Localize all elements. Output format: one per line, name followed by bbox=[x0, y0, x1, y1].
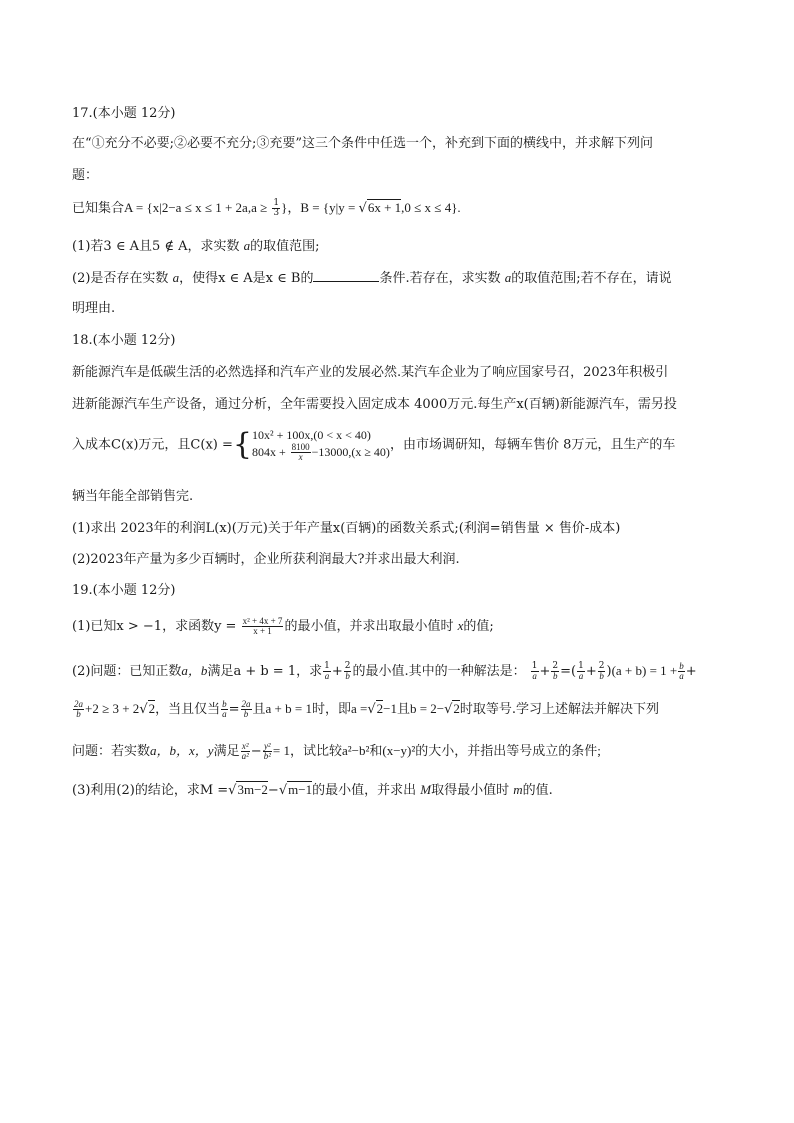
frac-x2-over-a2: $\frac{\text{x²}}{\text{a²}}$ bbox=[241, 741, 249, 761]
q19-part2-b: 满足a + b = 1，求 bbox=[207, 664, 323, 679]
q17-part1-text: (1)若3 ∈ A且5 ∉ A，求实数 bbox=[72, 239, 240, 254]
sqrt-2b: 2 bbox=[376, 701, 384, 716]
q19-part2-d: (a + b) = 1 + bbox=[611, 663, 678, 678]
q17-frac-den: 3 bbox=[273, 208, 280, 218]
q17-intro-line2: 题： bbox=[72, 168, 99, 183]
q18-case2-den: x bbox=[298, 452, 303, 462]
q19-part1-a: (1)已知x > −1，求函数y = bbox=[72, 619, 237, 634]
q19-part3-c: 取得最小值时 bbox=[431, 783, 510, 798]
q18-para-line2: 进新能源汽车生产设备，通过分析，全年需要投入固定成本 4000万元.每生产x(百辆)新能源汽车，需另投 bbox=[72, 397, 677, 412]
q19-part3-var1: M bbox=[420, 782, 432, 797]
q19-part3-b: 的最小值，并求出 bbox=[312, 783, 417, 798]
q17-sqrt: 6x + 1 bbox=[367, 200, 402, 215]
q19-part3-a: (3)利用(2)的结论，求M = bbox=[72, 783, 229, 798]
q19-part2-line3-b: 满足 bbox=[213, 744, 240, 759]
sqrt-2: 2 bbox=[148, 701, 156, 716]
q19-part2-line2-d: −1且b = 2− bbox=[383, 701, 445, 716]
q18-part1: (1)求出 2023年的利润L(x)(万元)关于年产量x(百辆)的函数关系式;(利润=销售量 × 售价-成本) bbox=[72, 521, 621, 536]
q17-set-a: 已知集合A = {x|2−a ≤ x ≤ 1 + 2a,a ≥ bbox=[72, 200, 268, 215]
frac-1-over-a-3: $\frac{1}{a}$ bbox=[578, 661, 584, 681]
q19-part1-frac bbox=[242, 617, 284, 636]
frac-2-over-b: $\frac{2}{b}$ bbox=[344, 661, 351, 681]
q19-part3: (3)利用(2)的结论，求M =√3m−2−√m−1的最小值，并求出 M取得最小值时 m的值. bbox=[72, 782, 553, 798]
q19-part2-vars: a，b bbox=[181, 663, 208, 678]
frac-b-over-a-2: $\frac{b}{a}$ bbox=[222, 699, 227, 719]
q19-part2-line3: 问题：若实数a，b，x，y满足 $\frac{\text{x²}}{\text{a²}}$ − $\frac{\text{y²}}{\text{b²}}$ = 1，试比较a²−b²和(x−y)²的大小，并指出等号成立的条件; bbox=[72, 741, 601, 761]
q19-part2-c: 的最小值.其中的一种解法是： bbox=[352, 664, 526, 679]
q19-part1-c: 的值; bbox=[463, 619, 494, 634]
q17-sets-line: 已知集合A = {x|2−a ≤ x ≤ 1 + 2a,a ≥ $\frac{1}{3}$ }，B = {y|y = √6x + 1,0 ≤ x ≤ 4}. bbox=[72, 198, 461, 218]
q17-header: 17.(本小题 12分) bbox=[72, 106, 176, 121]
q17-intro-line1: 在“①充分不必要;②必要不充分;③充要”这三个条件中任选一个，补充到下面的横线中，并求解下列问 bbox=[72, 136, 654, 151]
q17-part2-d: 的取值范围;若不存在，请说 bbox=[511, 271, 672, 286]
q17-frac-num: 1 bbox=[273, 198, 280, 208]
frac-2-over-b-3: $\frac{2}{b}$ bbox=[598, 661, 605, 681]
q19-part2-line2-a: +2 ≥ 3 + 2 bbox=[85, 701, 140, 716]
q19-part2-line3-c: = 1，试比较a²−b²和(x−y)²的大小，并指出等号成立的条件; bbox=[272, 743, 601, 758]
q18-case2-frac bbox=[291, 443, 311, 462]
sqrt-m-1: m−1 bbox=[288, 782, 313, 797]
frac-2-over-b-2: $\frac{2}{b}$ bbox=[552, 661, 559, 681]
frac-2a-over-b-2: $\frac{2a}{b}$ bbox=[241, 699, 251, 719]
q17-part2-c: 条件.若存在，求实数 bbox=[379, 271, 501, 286]
q19-part1-num: x² + 4x + 7 bbox=[242, 616, 283, 626]
frac-b-over-a: $\frac{b}{a}$ bbox=[679, 661, 684, 681]
q17-set-b: ,0 ≤ x ≤ 4}. bbox=[401, 200, 461, 215]
q19-part1-var: x bbox=[457, 618, 464, 633]
q19-part2-line2-b: ，当且仅当 bbox=[155, 702, 221, 717]
q17-part2 bbox=[72, 269, 672, 288]
q19-part3-d: 的值. bbox=[522, 783, 553, 798]
q19-part2-a: (2)问题：已知正数 bbox=[72, 664, 182, 679]
answer-blank[interactable] bbox=[313, 269, 379, 282]
q17-part2-a: (2)是否存在实数 bbox=[72, 271, 169, 286]
q18-piecewise-cases bbox=[252, 428, 390, 462]
q19-part2-line2: $\frac{2a}{b}$ +2 ≥ 3 + 2√2，当且仅当 $\frac{b}{a}$ = $\frac{2a}{b}$ 且a + b = 1时，即a =√2−1且b = 2−√2时取等号.学习上述解法并解决下列 bbox=[74, 699, 660, 719]
q17-part2-var2: a bbox=[504, 270, 512, 285]
q18-case2 bbox=[252, 443, 390, 462]
q19-part2-line1: (2)问题：已知正数a，b满足a + b = 1，求 $\frac{1}{a}$ + $\frac{2}{b}$ 的最小值.其中的一种解法是： $\frac{1}{a}$ + $\frac{2}{b}$ =( $\frac{1}{a}$ + $\frac{2}{b}$ )(a + b) = 1 + $\frac{b}{a}$ + bbox=[72, 661, 697, 681]
frac-1-over-a-2: $\frac{1}{a}$ bbox=[531, 661, 538, 681]
q19-part2-line2-c: 且a + b = 1时，即a = bbox=[252, 701, 368, 716]
q18-header: 18.(本小题 12分) bbox=[72, 333, 176, 348]
q18-case1: 10x² + 100x,(0 < x < 40) bbox=[251, 428, 371, 442]
q17-part2-b: ，使得x ∈ A是x ∈ B的 bbox=[179, 271, 314, 286]
q19-part1 bbox=[72, 617, 494, 636]
q17-part1 bbox=[72, 237, 320, 256]
q19-part2-line3-a: 问题：若实数 bbox=[72, 744, 151, 759]
q18-para-line4: 辆当年能全部销售完. bbox=[72, 489, 194, 504]
sqrt-2c: 2 bbox=[453, 701, 460, 716]
q17-part1-var: a bbox=[243, 238, 251, 253]
q18-part2: (2)2023年产量为多少百辆时，企业所获利润最大?并求出最大利润. bbox=[72, 552, 460, 567]
q18-case2-b: −13000,(x ≥ 40) bbox=[311, 445, 390, 459]
q19-part1-den: x + 1 bbox=[253, 626, 272, 636]
q17-part2-var: a bbox=[172, 270, 180, 285]
sqrt-3m-2: 3m−2 bbox=[237, 782, 268, 797]
q19-part2-line3-vars: a，b，x，y bbox=[150, 743, 214, 758]
q18-p3-suffix: ，由市场调研知，每辆车售价 8万元，且生产的车 bbox=[389, 437, 676, 453]
q18-case2-a: 804x + bbox=[251, 445, 286, 459]
q19-header: 19.(本小题 12分) bbox=[72, 583, 176, 598]
brace-symbol: { bbox=[232, 427, 252, 462]
q17-frac-one-third bbox=[272, 199, 280, 218]
q19-part3-minus: − bbox=[267, 783, 279, 798]
q18-para-line1: 新能源汽车是低碳生活的必然选择和汽车产业的发展必然.某汽车企业为了响应国家号召，2023年积极引 bbox=[72, 365, 669, 380]
q19-part2-line2-e: 时取等号.学习上述解法并解决下列 bbox=[459, 702, 660, 717]
q19-part1-b: 的最小值，并求出取最小值时 bbox=[284, 619, 454, 634]
frac-2a-over-b: $\frac{2a}{b}$ bbox=[74, 699, 83, 719]
q17-set-middle: }，B = {y|y = bbox=[281, 200, 359, 215]
frac-1-over-a: $\frac{1}{a}$ bbox=[324, 661, 330, 681]
q17-part1-end: 的取值范围; bbox=[250, 239, 320, 254]
q18-p3-prefix: 入成本C(x)万元，且C(x) = bbox=[72, 437, 233, 453]
q17-part2-line2: 明理由. bbox=[72, 301, 116, 316]
q18-cost-function bbox=[72, 428, 675, 463]
q19-part3-var2: m bbox=[513, 782, 523, 797]
q18-case2-num: 8100 bbox=[291, 442, 310, 452]
frac-y2-over-b2: $\frac{\text{y²}}{\text{b²}}$ bbox=[263, 741, 271, 761]
